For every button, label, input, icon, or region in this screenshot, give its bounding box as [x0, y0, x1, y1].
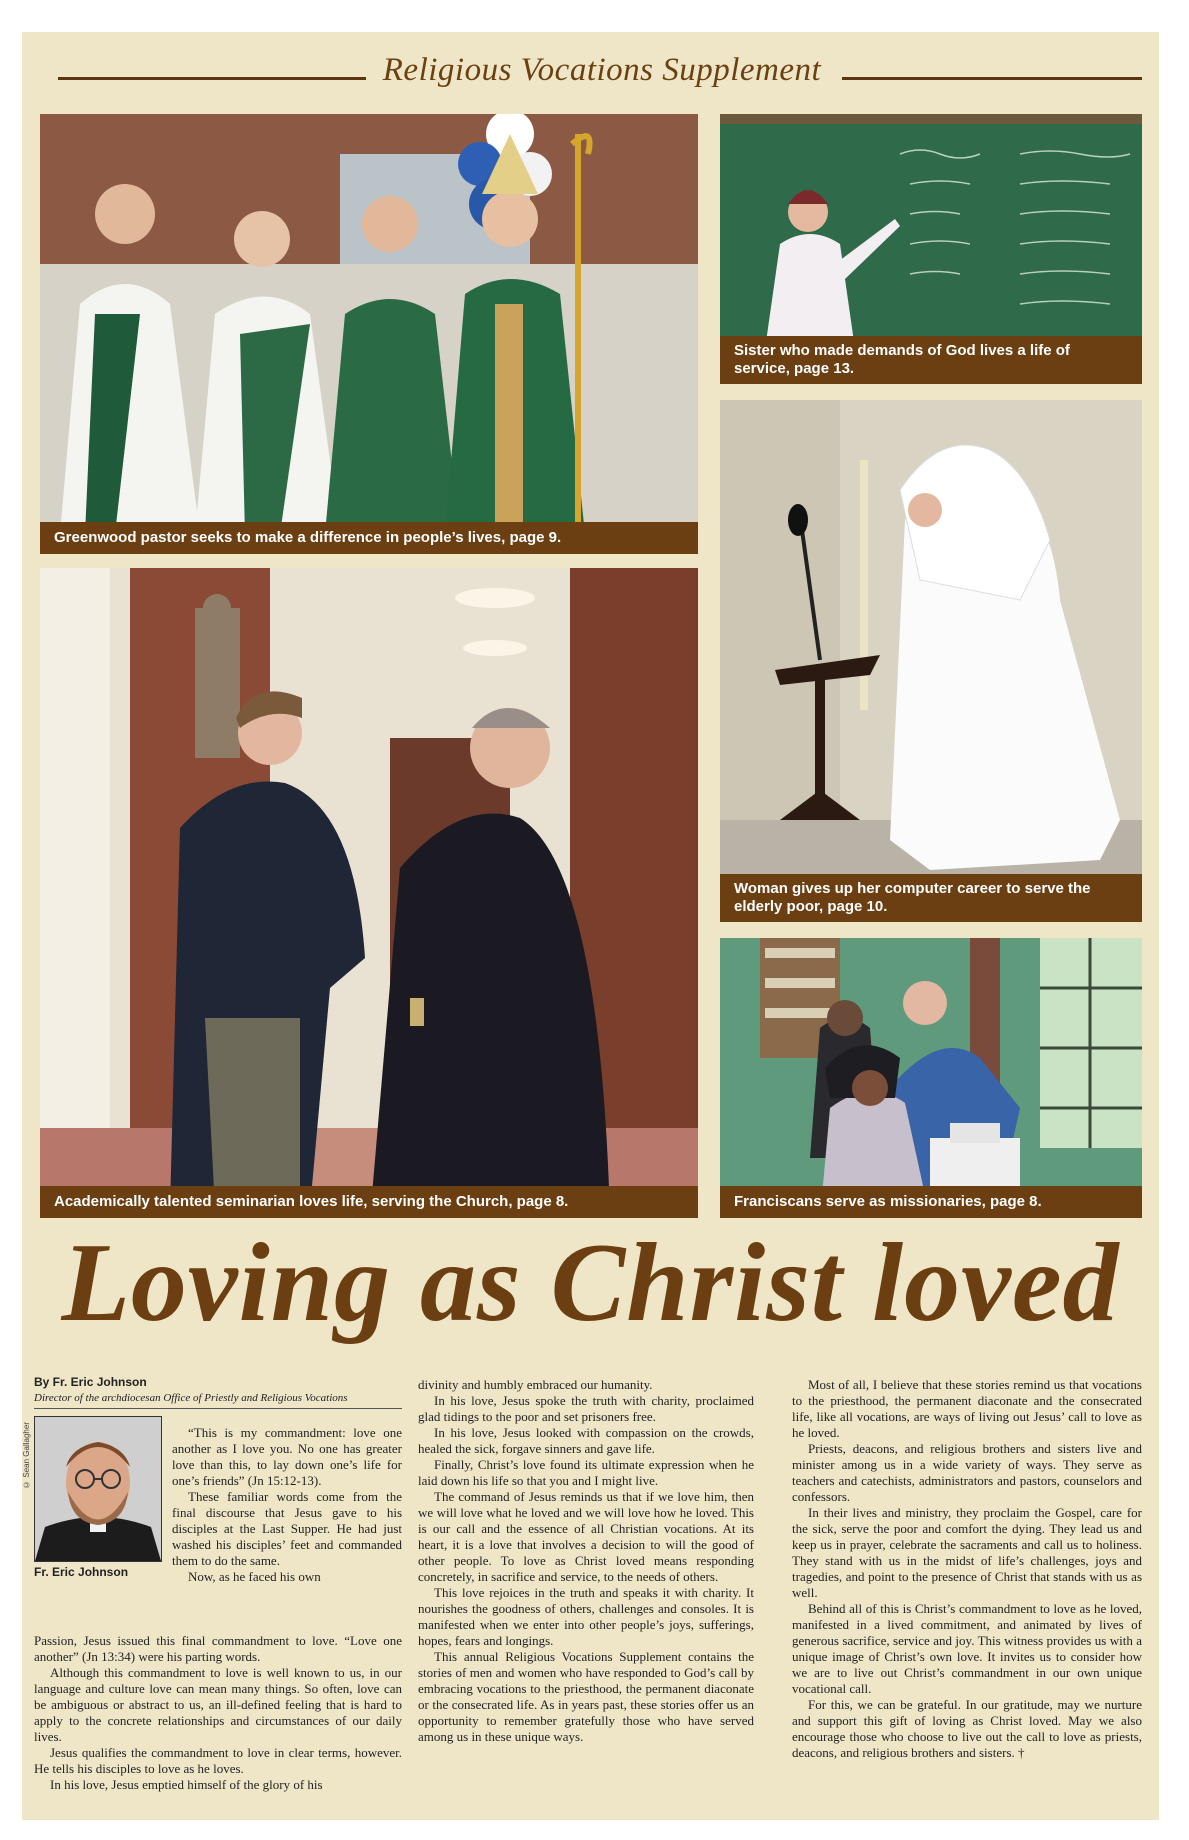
paragraph: Priests, deacons, and religious brothers and sisters live and minister among us in a wide variety of ways. They serve as teachers and catechists, administrators and pastors, counselors and confessors. — [792, 1441, 1142, 1504]
author-portrait — [34, 1416, 162, 1562]
hallway-image — [40, 568, 698, 1218]
photo-franciscans — [720, 938, 1142, 1218]
paragraph: Most of all, I believe that these stories remind us that vocations to the priesthood, the permanent diaconate and the consecrated life, like all vocations, are ways of living out Jesus’ call to love as he loved. — [792, 1377, 1142, 1440]
paragraph: In his love, Jesus spoke the truth with charity, proclaimed glad tidings to the poor and set prisoners free. — [418, 1393, 754, 1424]
main-headline: Loving as Christ loved — [61, 1221, 1120, 1345]
section-title: Religious Vocations Supplement — [382, 52, 822, 88]
paragraph: Behind all of this is Christ’s commandment to love as he loved, manifested in a lived commitment, and animated by lives of generous sacrifice, service and joy. This witness provides us with a unique image of Christ’s own love. It invites us to consider how we are to live out Christ’s commandment in our own unique vocational call. — [792, 1601, 1142, 1696]
sewing-room-image — [720, 938, 1142, 1218]
paragraph: Jesus qualifies the commandment to love in clear terms, however. He tells his disciples to love as he loves. — [34, 1745, 402, 1776]
kneeling-sister-image — [720, 400, 1142, 922]
paragraph: divinity and humbly embraced our humanity. — [418, 1377, 653, 1392]
article-column-3 — [792, 1377, 1142, 1761]
photo-caption: Woman gives up her computer career to serve the elderly poor, page 10. — [720, 874, 1142, 922]
paragraph: “This is my commandment: love one another as I love you. No one has greater love than this, to lay down one’s life for one’s friends” (Jn 15:12-13). — [172, 1425, 402, 1488]
paragraph: For this, we can be grateful. In our gratitude, may we nurture and support this gift of loving as Christ loved. May we also encourage those who choose to live out the call to love as priests, deacons, and religious brothers and sisters. † — [792, 1697, 1142, 1760]
photo-caption: Academically talented seminarian loves life, serving the Church, page 8. — [40, 1186, 698, 1218]
photo-chalkboard-sister — [720, 114, 1142, 384]
paragraph: In his love, Jesus looked with compassion on the crowds, healed the sick, forgave sinners and gave life. — [418, 1425, 754, 1456]
paragraph: These familiar words come from the final discourse that Jesus gave to his disciples at the Last Supper. He had just washed his disciples’ feet and commanded them to do the same. — [172, 1489, 402, 1568]
photo-kneeling-sister — [720, 400, 1142, 922]
photo-caption: Franciscans serve as missionaries, page 8. — [720, 1186, 1142, 1218]
article-column-1-wrap — [172, 1425, 402, 1585]
paragraph: The command of Jesus reminds us that if we love him, then we will love what he loved and we will love how he loved. This is our call and the essence of all Christian vocations. At its heart, it is a love that involves a decision to will the good of other people. To love as Christ loved means responding concretely, in sacrifice and service, to the needs of others. — [418, 1489, 754, 1584]
photo-caption: Greenwood pastor seeks to make a difference in people’s lives, page 9. — [40, 522, 698, 554]
photo-clergy-group — [40, 114, 698, 554]
paragraph: Now, as he faced his own — [188, 1569, 321, 1584]
article-column-2 — [418, 1377, 754, 1745]
photo-seminarian-monk — [40, 568, 698, 1218]
photo-caption: Sister who made demands of God lives a life of service, page 13. — [720, 336, 1142, 384]
photo-credit: © Sean Gallagher — [22, 1422, 31, 1489]
paragraph: Finally, Christ’s love found its ultimate expression when he laid down his life so that you and I might live. — [418, 1457, 754, 1488]
supplement-page — [22, 32, 1159, 1820]
paragraph: In his love, Jesus emptied himself of the glory of his — [50, 1777, 323, 1792]
clergy-group-image — [40, 114, 698, 554]
paragraph: Although this commandment to love is well known to us, in our language and culture love can mean many things. So often, love can be ambiguous or abstract to us, an ill-defined feeling that is hard to apply to the concrete relationships and circumstances of our daily lives. — [34, 1665, 402, 1744]
portrait-image — [35, 1417, 161, 1561]
article-column-1 — [34, 1374, 402, 1417]
paragraph: Passion, Jesus issued this final commandment to love. “Love one another” (Jn 13:34) were his parting words. — [34, 1633, 402, 1664]
portrait-caption: Fr. Eric Johnson — [34, 1565, 129, 1579]
paragraph: In their lives and ministry, they proclaim the Gospel, care for the sick, serve the poor and comfort the dying. They lead us and keep us in prayer, celebrate the sacraments and call us to holiness. They stand with us in the midst of life’s challenges, joys and tragedies, and point to the presence of Christ that stands with us as well. — [792, 1505, 1142, 1600]
paragraph: This annual Religious Vocations Supplement contains the stories of men and women who have responded to God’s call by embracing vocations to the priesthood, the permanent diaconate or the consecrated life. As in years past, these stories offer us an opportunity to remember gratefully those who have served among us in these unique ways. — [418, 1649, 754, 1744]
author-role: Director of the archdiocesan Office of Priestly and Religious Vocations — [34, 1390, 402, 1409]
paragraph: This love rejoices in the truth and speaks it with charity. It nourishes the goodness of others, challenges and consoles. It is manifested when we enter into other people’s joys, sufferings, hopes, fears and longings. — [418, 1585, 754, 1648]
header-rule-left — [58, 77, 366, 80]
article-column-1-lower — [34, 1633, 402, 1793]
byline: By Fr. Eric Johnson — [34, 1375, 147, 1389]
header-rule-right — [842, 77, 1142, 80]
